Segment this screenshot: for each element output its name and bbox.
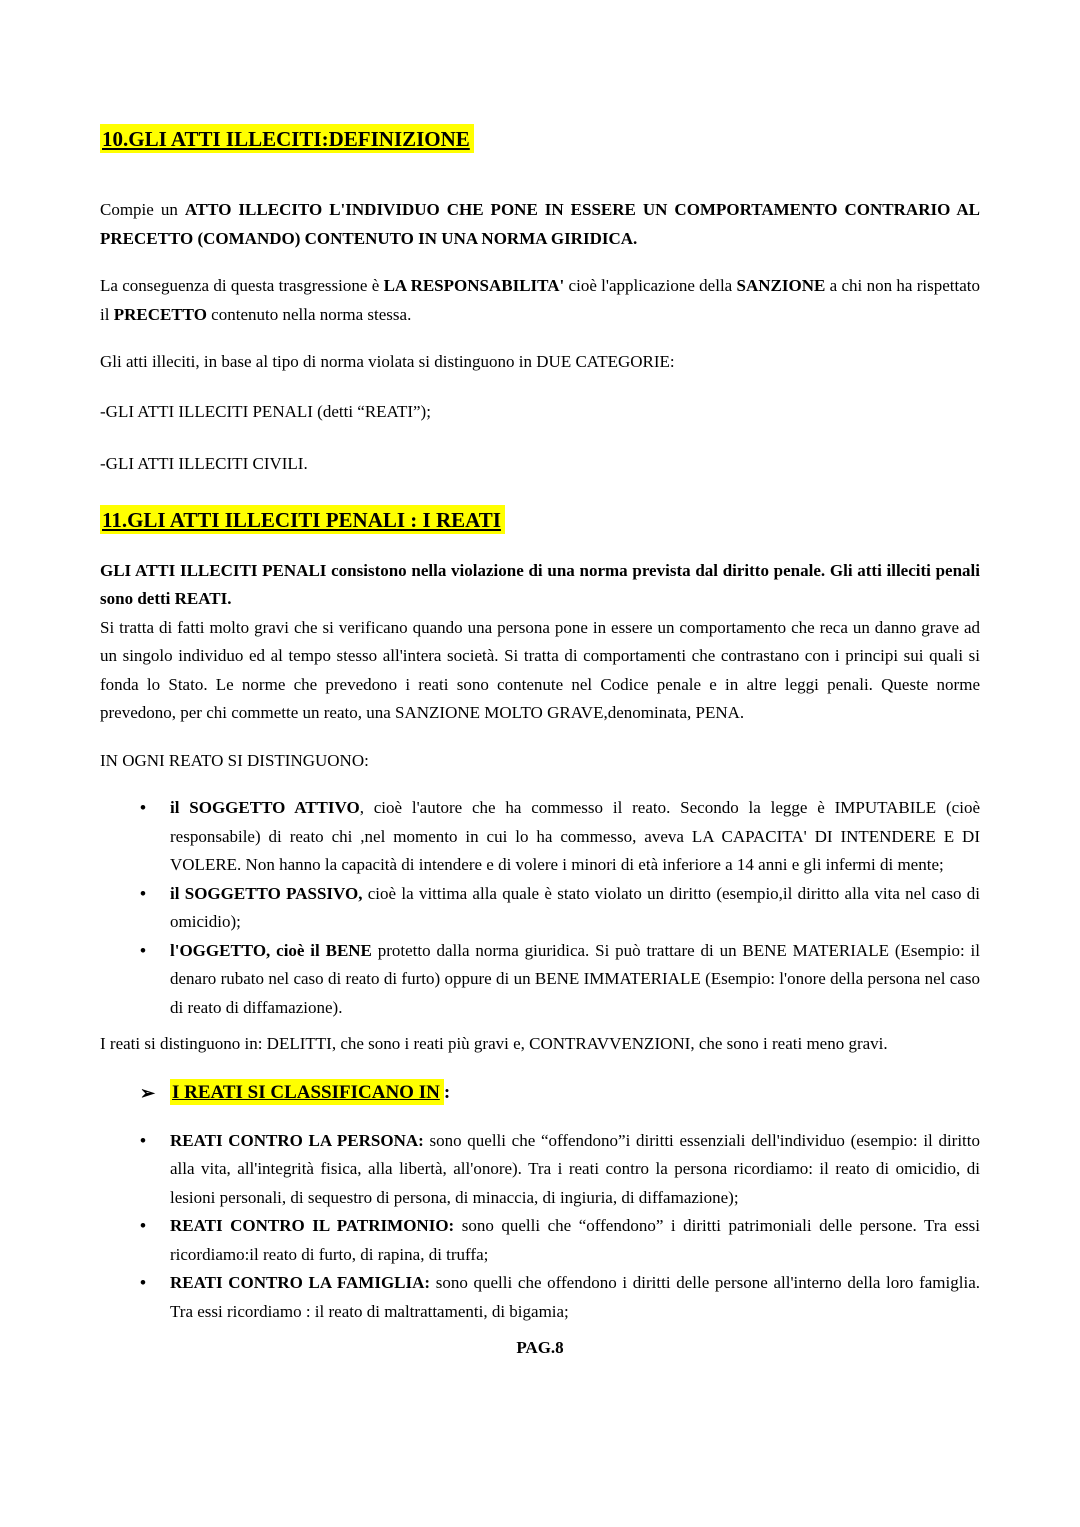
list-item-reati-famiglia: • REATI CONTRO LA FAMIGLIA: sono quelli che offendono i diritti delle persone all'interno della loro famiglia. Tra essi ricordiamo : il reato di maltrattamenti, di bigamia; xyxy=(100,1269,980,1326)
bullet-list-elementi-reato xyxy=(100,794,980,1022)
classificazione-heading: ➢ I REATI SI CLASSIFICANO IN : xyxy=(100,1078,980,1108)
classificazione-heading-highlight: I REATI SI CLASSIFICANO IN xyxy=(170,1079,444,1105)
section-10-title xyxy=(100,124,980,154)
paragraph-in-ogni-reato: IN OGNI REATO SI DISTINGUONO: xyxy=(100,750,369,770)
paragraph-delitti-contravvenzioni: I reati si distinguono in: DELITTI, che sono i reati più gravi e, CONTRAVVENZIONI, che sono i reati meno gravi. xyxy=(100,1034,888,1053)
paragraph-intro-reati: GLI ATTI ILLECITI PENALI consistono nella violazione di una norma prevista dal diritto penale. Gli atti illeciti penali sono detti REATI. xyxy=(100,560,980,608)
list-item-soggetto-attivo: • il SOGGETTO ATTIVO, cioè l'autore che ha commesso il reato. Secondo la legge è IMPUTABILE (cioè responsabile) di reato chi ,nel momento in cui lo ha commesso, aveva LA CAPACITA' DI INTENDERE E DI VOLERE. Non hanno la capacità di intendere e di volere i minori di età inferiore a 14 anni e gli infermi di mente; xyxy=(100,794,980,880)
list-item-oggetto: • l'OGGETTO, cioè il BENE protetto dalla norma giuridica. Si può trattare di un BENE MATERIALE (Esempio: il denaro rubato nel caso di reato di furto) oppure di un BENE IMMATERIALE (Esempio: l'onore della persona nel caso di reato di diffamazione). xyxy=(100,937,980,1023)
section-10-title-highlight: 10.GLI ATTI ILLECITI:DEFINIZIONE xyxy=(100,124,474,153)
arrow-bullet-icon: ➢ xyxy=(140,1082,156,1103)
bullet-icon: • xyxy=(140,1130,146,1150)
bullet-icon: • xyxy=(140,940,146,960)
paragraph-compie: Compie un ATTO ILLECITO L'INDIVIDUO CHE PONE IN ESSERE UN COMPORTAMENTO CONTRARIO AL PRECETTO (COMANDO) CONTENUTO IN UNA NORMA GIRIDICA. xyxy=(100,200,980,248)
paragraph-atti-penali: -GLI ATTI ILLECITI PENALI (detti “REATI”); xyxy=(100,401,431,421)
paragraph-si-tratta: Si tratta di fatti molto gravi che si verificano quando una persona pone in essere un comportamento che reca un danno grave ad un singolo individuo ed al tempo stesso all'intera società. Si tratta di comportamenti che contrastano con i principi sui quali si fonda lo Stato. Le norme che prevedono i reati sono contenute nel Codice penale e in altre leggi penali. Queste norme prevedono, per chi commette un reato, una SANZIONE MOLTO GRAVE,denominata, PENA. xyxy=(100,617,980,722)
bullet-list-classificazione xyxy=(100,1127,980,1327)
list-item-reati-patrimonio: • REATI CONTRO IL PATRIMONIO: sono quelli che “offendono” i diritti patrimoniali delle persone. Tra essi ricordiamo:il reato di furto, di rapina, di truffa; xyxy=(100,1212,980,1269)
paragraph-categorie: Gli atti illeciti, in base al tipo di norma violata si distinguono in DUE CATEGORIE: xyxy=(100,352,675,371)
paragraph-atti-civili: -GLI ATTI ILLECITI CIVILI. xyxy=(100,454,308,473)
section-11-title-highlight: 11.GLI ATTI ILLECITI PENALI : I REATI xyxy=(100,505,505,534)
list-item-soggetto-passivo: • il SOGGETTO PASSIVO, cioè la vittima alla quale è stato violato un diritto (esempio,il diritto alla vita nel caso di omicidio); xyxy=(100,880,980,937)
bullet-icon: • xyxy=(140,798,146,817)
section-11-title xyxy=(100,505,980,535)
page-number: PAG.8 xyxy=(516,1338,564,1357)
bullet-icon: • xyxy=(140,1273,146,1292)
list-item-reati-persona: • REATI CONTRO LA PERSONA: sono quelli che “offendono”i diritti essenziali dell'individuo (esempio: il diritto alla vita, all'integrità fisica, alla libertà, all'onore). Tra i reati contro la persona ricordiamo: il reato di omicidio, di lesioni personali, di sequestro di persona, di minaccia, di ingiuria, di diffamazione); xyxy=(100,1127,980,1213)
bullet-icon: • xyxy=(140,1216,146,1235)
paragraph-conseguenza: La conseguenza di questa trasgressione è LA RESPONSABILITA' cioè l'applicazione della SANZIONE a chi non ha rispettato il PRECETTO contenuto nella norma stessa. xyxy=(100,276,980,324)
bullet-icon: • xyxy=(140,883,146,903)
